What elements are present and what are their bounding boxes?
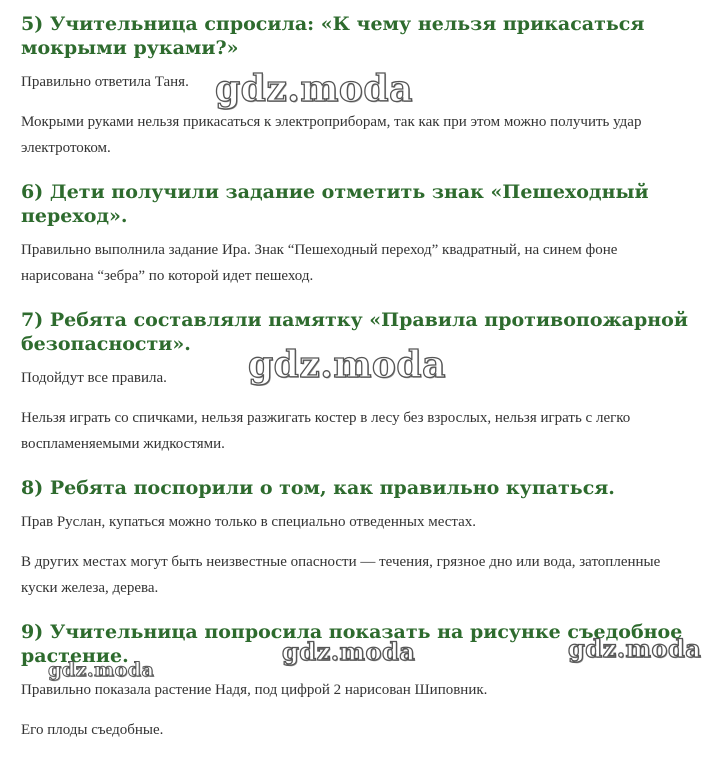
article-content bbox=[21, 12, 691, 762]
question-heading: 9) Учительница попросила показать на рисунке съедобное растение. bbox=[21, 621, 683, 667]
answer-paragraph: Правильно показала растение Надя, под цифрой 2 нарисован Шиповник. bbox=[21, 682, 488, 698]
watermark: gdz.moda bbox=[48, 659, 155, 681]
answer-paragraph: Подойдут все правила. bbox=[21, 370, 167, 386]
answer-paragraph: Нельзя играть со спичками, нельзя разжигать костер в лесу без взрослых, нельзя играть с легко воспламеняемыми жидкостями. bbox=[21, 410, 631, 452]
watermark: gdz.moda bbox=[568, 634, 702, 663]
question-heading: 7) Ребята составляли памятку «Правила противопожарной безопасности». bbox=[21, 309, 688, 355]
question-heading: 6) Дети получили задание отметить знак «Пешеходный переход». bbox=[21, 181, 649, 227]
question-section-8 bbox=[21, 476, 691, 601]
watermark: gdz.moda bbox=[215, 68, 413, 110]
question-heading: 5) Учительница спросила: «К чему нельзя прикасаться мокрыми руками?» bbox=[21, 13, 645, 59]
answer-paragraph: Правильно выполнила задание Ира. Знак “Пешеходный переход” квадратный, на синем фоне нарисована “зебра” по которой идет пешеход. bbox=[21, 242, 618, 284]
question-section-6 bbox=[21, 180, 691, 289]
answer-paragraph: Мокрыми руками нельзя прикасаться к электроприборам, так как при этом можно получить удар электротоком. bbox=[21, 114, 642, 156]
watermark: gdz.moda bbox=[248, 344, 446, 386]
answer-paragraph: Правильно ответила Таня. bbox=[21, 74, 189, 90]
answer-paragraph: Его плоды съедобные. bbox=[21, 722, 164, 738]
question-heading: 8) Ребята поспорили о том, как правильно купаться. bbox=[21, 477, 615, 499]
question-section-7 bbox=[21, 308, 691, 457]
answer-paragraph: Прав Руслан, купаться можно только в специально отведенных местах. bbox=[21, 514, 477, 530]
question-section-5 bbox=[21, 12, 691, 161]
answer-paragraph: В других местах могут быть неизвестные опасности — течения, грязное дно или вода, затопленные куски железа, дерева. bbox=[21, 554, 661, 596]
question-section-9 bbox=[21, 620, 691, 743]
watermark: gdz.moda bbox=[282, 637, 416, 666]
